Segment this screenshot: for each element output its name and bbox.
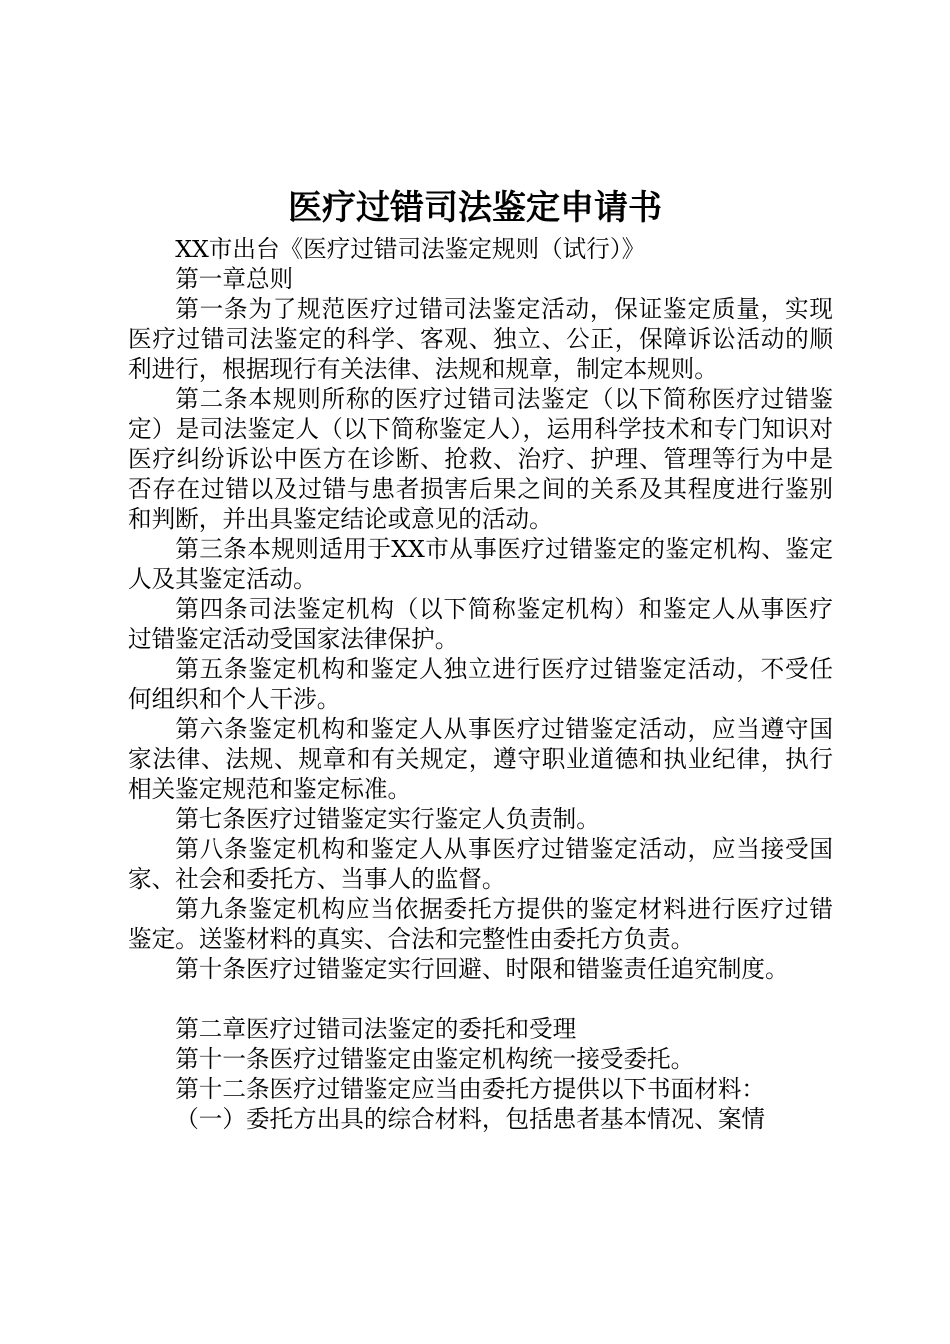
paragraph-article-3: 第三条本规则适用于XX市从事医疗过错鉴定的鉴定机构、鉴定人及其鉴定活动。 [128,535,833,593]
paragraph-subtitle: XX市出台《医疗过错司法鉴定规则（试行）》 [175,235,646,263]
paragraph-article-9: 第九条鉴定机构应当依据委托方提供的鉴定材料进行医疗过错鉴定。送鉴材料的真实、合法和完整性由委托方负责。 [128,895,833,953]
paragraph-article-11: 第十一条医疗过错鉴定由鉴定机构统一接受委托。 [175,1045,695,1073]
paragraph-chapter-1: 第一章总则 [175,265,294,293]
paragraph-article-8: 第八条鉴定机构和鉴定人从事医疗过错鉴定活动，应当接受国家、社会和委托方、当事人的监督。 [128,835,833,893]
document-title: 医疗过错司法鉴定申请书 [288,188,662,228]
paragraph-article-2: 第二条本规则所称的医疗过错司法鉴定（以下简称医疗过错鉴定）是司法鉴定人（以下简称鉴定人），运用科学技术和专门知识对医疗纠纷诉讼中医方在诊断、抢救、治疗、护理、管理等行为中是否存在过错以及过错与患者损害后果之间的关系及其程度进行鉴别和判断，并出具鉴定结论或意见的活动。 [128,385,833,533]
paragraph-article-6: 第六条鉴定机构和鉴定人从事医疗过错鉴定活动，应当遵守国家法律、法规、规章和有关规定，遵守职业道德和执业纪律，执行相关鉴定规范和鉴定标准。 [128,715,833,803]
paragraph-article-1: 第一条为了规范医疗过错司法鉴定活动，保证鉴定质量，实现医疗过错司法鉴定的科学、客观、独立、公正，保障诉讼活动的顺利进行，根据现行有关法律、法规和规章，制定本规则。 [128,295,833,383]
paragraph-chapter-2: 第二章医疗过错司法鉴定的委托和受理 [175,1015,577,1043]
paragraph-article-12: 第十二条医疗过错鉴定应当由委托方提供以下书面材料： [175,1075,766,1103]
document-body [128,234,833,1134]
paragraph-article-5: 第五条鉴定机构和鉴定人独立进行医疗过错鉴定活动，不受任何组织和个人干涉。 [128,655,833,713]
paragraph-item-1: （一）委托方出具的综合材料，包括患者基本情况、案情 [175,1105,766,1133]
paragraph-article-4: 第四条司法鉴定机构（以下简称鉴定机构）和鉴定人从事医疗过错鉴定活动受国家法律保护。 [128,595,833,653]
paragraph-article-10: 第十条医疗过错鉴定实行回避、时限和错鉴责任追究制度。 [175,955,789,983]
paragraph-article-7: 第七条医疗过错鉴定实行鉴定人负责制。 [175,805,600,833]
